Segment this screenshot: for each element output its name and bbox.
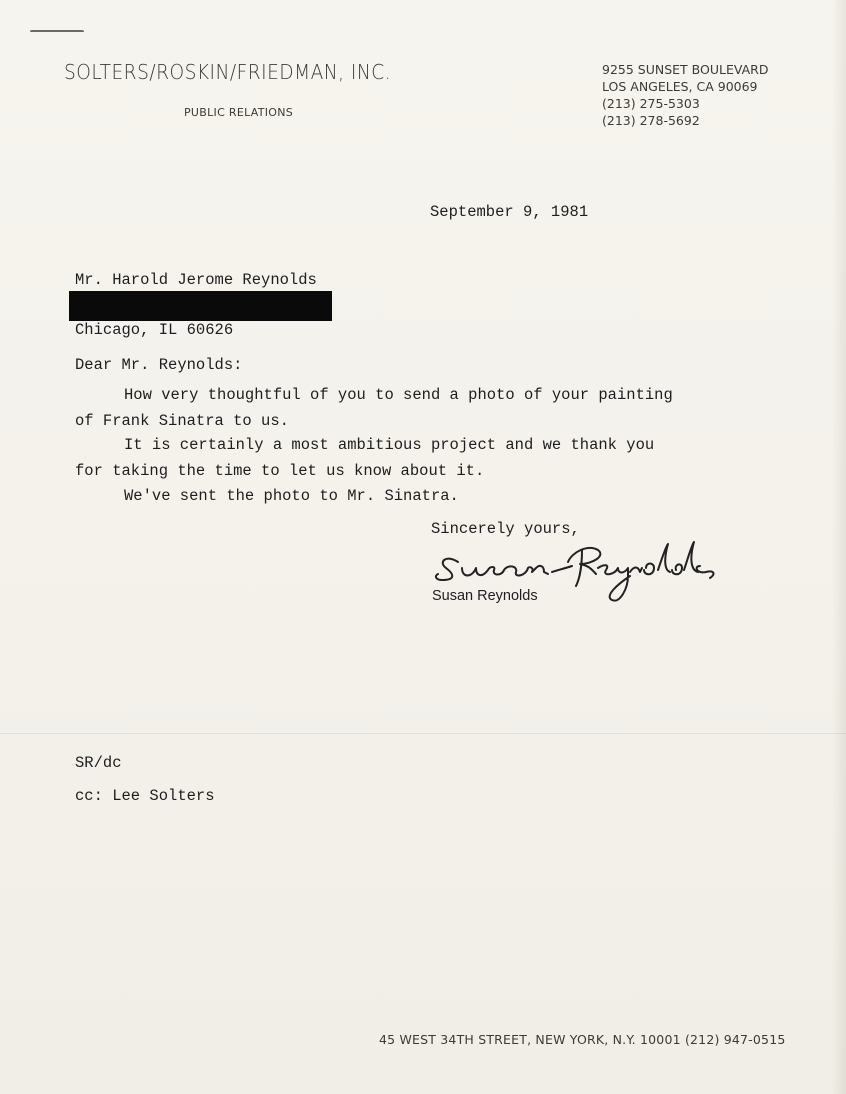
- letter-date: September 9, 1981: [430, 203, 589, 221]
- letterhead-address: [602, 61, 768, 129]
- carbon-copy-line: cc: Lee Solters: [75, 787, 215, 805]
- body-line: of Frank Sinatra to us.: [75, 412, 289, 430]
- salutation: Dear Mr. Reynolds:: [75, 356, 243, 374]
- fold-line: [0, 733, 846, 734]
- body-line: We've sent the photo to Mr. Sinatra.: [124, 487, 459, 505]
- staple-mark: [30, 30, 84, 42]
- recipient-city: Chicago, IL 60626: [75, 321, 234, 339]
- closing: Sincerely yours,: [431, 520, 580, 538]
- paper-edge-shadow: [832, 0, 846, 1094]
- phone-line: (213) 275-5303: [602, 96, 700, 111]
- recipient-name: Mr. Harold Jerome Reynolds: [75, 271, 317, 289]
- footer-address: 45 WEST 34TH STREET, NEW YORK, N.Y. 10001 (212) 947-0515: [379, 1032, 786, 1047]
- body-line: for taking the time to let us know about it.: [75, 462, 485, 480]
- redacted-address-bar: [69, 291, 332, 321]
- body-line: How very thoughtful of you to send a photo of your painting: [124, 386, 673, 404]
- address-line: 9255 SUNSET BOULEVARD: [602, 62, 769, 77]
- letterhead-tagline: PUBLIC RELATIONS: [184, 106, 294, 119]
- signer-name: Susan Reynolds: [432, 588, 538, 604]
- address-line: LOS ANGELES, CA 90069: [602, 79, 758, 94]
- letterhead-company-name: SOLTERS/ROSKIN/FRIEDMAN, INC.: [64, 60, 392, 84]
- body-line: It is certainly a most ambitious project and we thank you: [124, 436, 655, 454]
- reference-initials: SR/dc: [75, 754, 122, 772]
- phone-line: (213) 278-5692: [602, 113, 700, 128]
